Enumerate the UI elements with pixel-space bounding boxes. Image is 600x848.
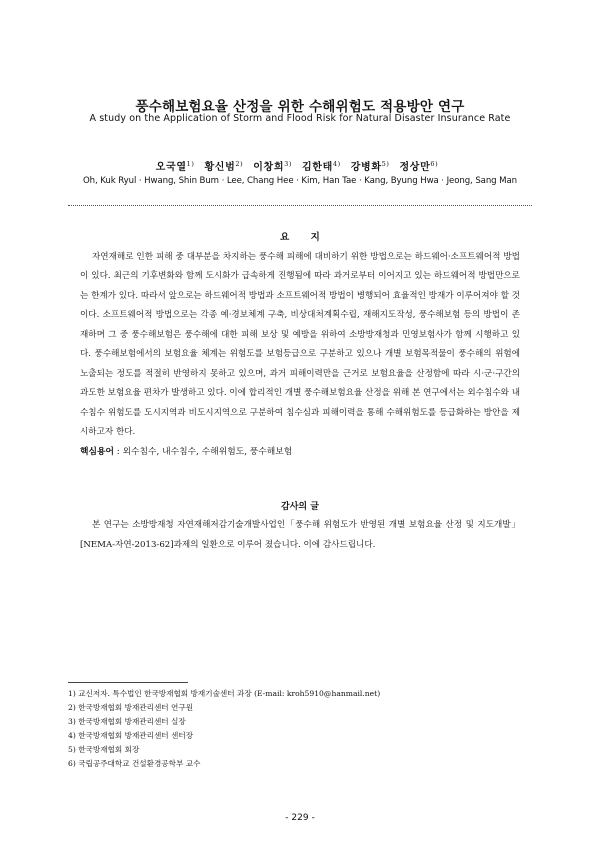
author-name: 이창희 [253, 162, 285, 173]
author-footnote-mark: 4) [332, 159, 341, 168]
abstract-heading: 요 지 [280, 232, 320, 243]
keywords-text: 외수침수, 내수침수, 수해위험도, 풍수해보험 [122, 447, 293, 457]
author-name: 김한태 [302, 162, 333, 173]
keywords-label: 핵심용어 [80, 447, 114, 457]
footnote-list [68, 687, 528, 771]
author-name: 강병화 [350, 162, 382, 173]
footnote-item: 3) 한국방재협회 방재관리센터 실장 [68, 717, 186, 726]
acknowledgement-heading: 감사의 글 [281, 502, 319, 512]
author-footnote-mark: 1) [186, 159, 195, 168]
page-number: - 229 - [285, 813, 315, 823]
author-footnote-mark: 6) [430, 159, 439, 168]
author-list-english: Oh, Kuk Ryul · Hwang, Shin Bum · Lee, Chang Hee · Kim, Han Tae · Kang, Byung Hwa · Jeong, Sang Man [83, 176, 517, 186]
paper-title-korean: 풍수해보험요율 산정을 위한 수해위험도 적용방안 연구 [135, 99, 465, 115]
keywords-separator: : [116, 447, 123, 457]
author-footnote-mark: 3) [284, 159, 292, 168]
footnote-item: 4) 한국방재협회 방재관리센터 센터장 [68, 731, 194, 740]
author-name: 정상만 [399, 162, 431, 173]
paper-title-english: A study on the Application of Storm and Flood Risk for Natural Disaster Insurance Rate [89, 113, 511, 124]
footnote-item: 1) 교신저자. 특수법인 한국방재협회 방재기술센터 과장 (E-mail: kroh5910@hanmail.net) [68, 689, 381, 698]
footnote-item: 5) 한국방재협회 회장 [68, 745, 140, 754]
author-footnote-mark: 5) [381, 159, 390, 168]
footnote-divider [68, 682, 188, 683]
keywords-line [80, 444, 520, 457]
footnote-item: 2) 한국방재협회 방재관리센터 연구원 [68, 703, 194, 712]
author-name: 오국열 [155, 162, 187, 173]
author-name: 황신범 [204, 162, 236, 173]
acknowledgement-body: 본 연구는 소방방재청 자연재해저감기술개발사업인「풍수해 위험도가 반영된 개별 보험요율 산정 및 지도개발」[NEMA-자연-2013-62]과제의 일환으로 이루어 졌습니다. 이에 감사드립니다. [80, 520, 520, 550]
footnote-item: 6) 국립공주대학교 건설환경공학부 교수 [68, 759, 201, 768]
abstract-body: 자연재해로 인한 피해 중 대부분을 차지하는 풍수해 피해에 대비하기 위한 방법으로는 하드웨어·소프트웨어적 방법이 있다. 최근의 기후변화와 함께 도시화가 급속하게 진행됨에 따라 과거로부터 이어지고 있는 하드웨어적 방법만으로는 한계가 있다. 따라서 앞으로는 하드웨어적 방법과 소프트웨어적 방법이 병행되어 효율적인 방재가 이루어져야 할 것이다. 소프트웨어적 방법으로는 각종 예·경보체계 구축, 비상대처계획수립, 재해지도작성, 풍수해보험 등의 방법이 존재하며 그 중 풍수해보험은 풍수해에 대한 피해 보상 및 예방을 위하여 소방방재청과 민영보험사가 함께 시행하고 있다. 풍수해보험에서의 보험요율 체계는 위험도를 보험등급으로 구분하고 있으나 개별 보험목적물이 풍수해의 위험에 노출되는 정도를 적절히 반영하지 못하고 있으며, 과거 피해이력만을 근거로 보험요율을 산정함에 따라 시·군·구간의 과도한 보험요율 편차가 발생하고 있다. 이에 합리적인 개별 풍수해보험요율 산정을 위해 본 연구에서는 외수침수와 내수침수 위험도를 도시지역과 비도시지역으로 구분하여 침수심과 피해이력을 통해 수해위험도를 등급화하는 방안을 제시하고자 한다. [80, 252, 520, 438]
section-divider [68, 205, 532, 206]
author-list-korean [0, 158, 600, 173]
author-footnote-mark: 2) [235, 159, 244, 168]
